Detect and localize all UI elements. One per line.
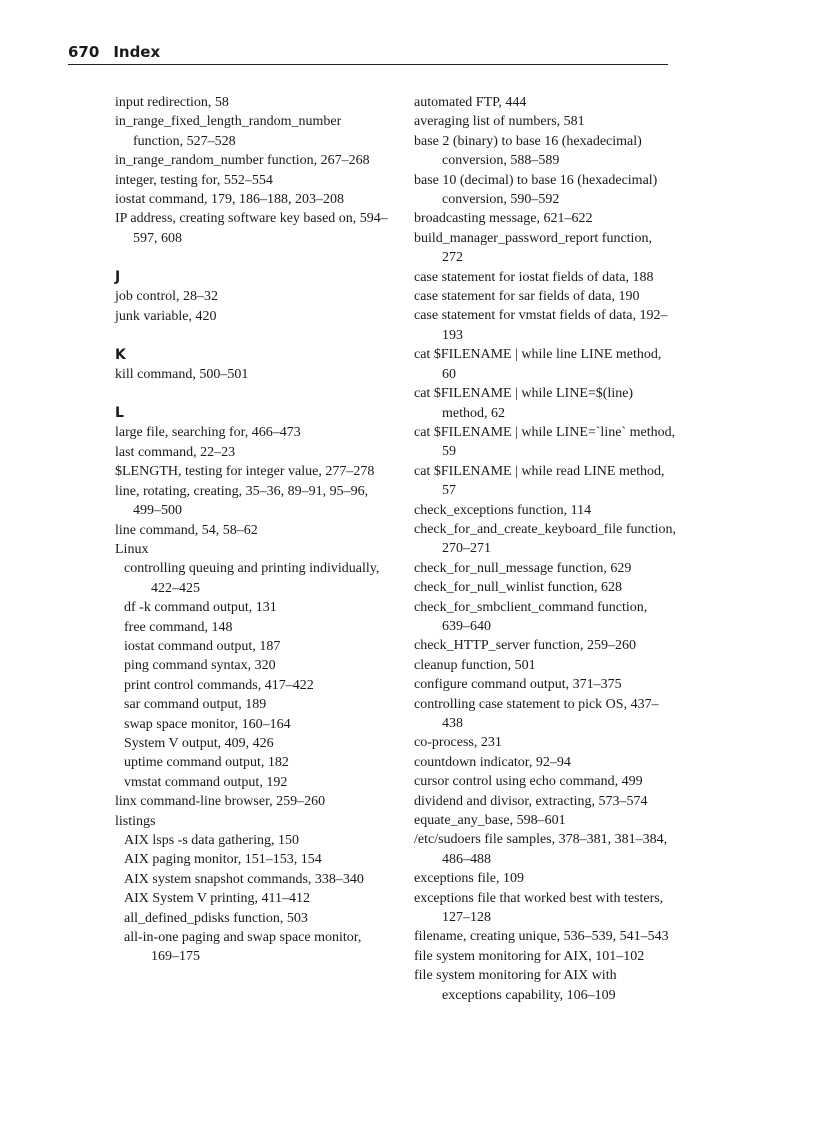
- index-subentry: file system monitoring for AIX with exceptions capability, 106–109: [414, 968, 617, 1003]
- page-header: [68, 40, 668, 65]
- index-subentry: print control commands, 417–422: [124, 677, 314, 693]
- index-subentry: countdown indicator, 92–94: [414, 754, 571, 770]
- index-subentry: ping command syntax, 320: [124, 658, 276, 674]
- index-entry: kill command, 500–501: [115, 367, 249, 383]
- index-column-right: [414, 93, 676, 1005]
- index-subentry: equate_any_base, 598–601: [414, 813, 566, 829]
- index-entry: in_range_fixed_length_random_number function, 527–528: [115, 114, 342, 149]
- index-subentry: exceptions file, 109: [414, 871, 525, 887]
- index-subentry: check_for_smbclient_command function, 639–640: [414, 599, 648, 634]
- index-entry: linx command-line browser, 259–260: [115, 794, 326, 810]
- index-entry: listings: [115, 813, 156, 829]
- index-entry: $LENGTH, testing for integer value, 277–278: [115, 464, 375, 480]
- index-subentry: df -k command output, 131: [124, 600, 277, 616]
- page-number: 670: [68, 43, 100, 61]
- index-subentry: controlling queuing and printing individually, 422–425: [124, 561, 380, 596]
- index-subentry: broadcasting message, 621–622: [414, 211, 593, 227]
- index-subentry: dividend and divisor, extracting, 573–574: [414, 793, 648, 809]
- index-subentry: case statement for iostat fields of data, 188: [414, 269, 654, 285]
- index-subentry: check_for_null_message function, 629: [414, 560, 632, 576]
- index-subentry: case statement for vmstat fields of data, 192–193: [414, 308, 668, 343]
- index-subentry: vmstat command output, 192: [124, 774, 288, 790]
- index-subentry: check_for_and_create_keyboard_file function, 270–271: [414, 521, 676, 557]
- index-subentry: System V output, 409, 426: [124, 735, 274, 751]
- index-subentry: AIX lsps -s data gathering, 150: [124, 833, 299, 848]
- index-subentry: build_manager_password_report function, 272: [414, 230, 652, 266]
- index-subentry: filename, creating unique, 536–539, 541–543: [414, 929, 669, 945]
- index-entry: job control, 28–32: [115, 289, 219, 305]
- index-entry: junk variable, 420: [115, 308, 217, 324]
- index-section-letter: L: [115, 405, 124, 422]
- index-subentry: cursor control using echo command, 499: [414, 774, 643, 790]
- index-subentry: iostat command output, 187: [124, 638, 281, 654]
- index-entry: large file, searching for, 466–473: [115, 425, 301, 441]
- index-subentry: exceptions file that worked best with testers, 127–128: [414, 890, 664, 926]
- index-subentry: cleanup function, 501: [414, 657, 536, 673]
- index-entry: Linux: [115, 541, 149, 557]
- index-entry: IP address, creating software key based on, 594–597, 608: [115, 211, 388, 246]
- index-subentry: base 10 (decimal) to base 16 (hexadecimal) conversion, 590–592: [414, 172, 658, 208]
- index-subentry: averaging list of numbers, 581: [414, 114, 585, 130]
- index-column-left: [115, 93, 390, 967]
- index-section-letter: J: [115, 269, 121, 286]
- index-subentry: controlling case statement to pick OS, 437–438: [414, 696, 659, 731]
- index-subentry: co-process, 231: [414, 735, 502, 751]
- index-subentry: cat $FILENAME | while LINE=$(line) method, 62: [414, 386, 634, 421]
- index-subentry: swap space monitor, 160–164: [124, 716, 291, 732]
- index-subentry: AIX System V printing, 411–412: [124, 891, 311, 907]
- index-entry: input redirection, 58: [115, 95, 229, 110]
- index-entry: integer, testing for, 552–554: [115, 172, 273, 188]
- index-subentry: file system monitoring for AIX, 101–102: [414, 948, 645, 964]
- index-subentry: configure command output, 371–375: [414, 677, 622, 693]
- index-entry: line command, 54, 58–62: [115, 522, 258, 538]
- index-subentry: cat $FILENAME | while LINE=`line` method, 59: [414, 424, 676, 460]
- index-subentry: /etc/sudoers file samples, 378–381, 381–384, 486–488: [414, 832, 668, 867]
- index-subentry: check_HTTP_server function, 259–260: [414, 638, 636, 654]
- index-subentry: AIX paging monitor, 151–153, 154: [124, 852, 322, 868]
- index-entry: last command, 22–23: [115, 444, 236, 460]
- index-subentry: cat $FILENAME | while line LINE method, 60: [414, 347, 662, 382]
- index-subentry: all-in-one paging and swap space monitor, 169–175: [124, 930, 362, 965]
- index-subentry: check_for_null_winlist function, 628: [414, 580, 623, 596]
- index-entry: line, rotating, creating, 35–36, 89–91, 95–96, 499–500: [115, 483, 369, 519]
- page-title: Index: [113, 43, 161, 61]
- index-subentry: AIX system snapshot commands, 338–340: [124, 871, 364, 887]
- index-subentry: uptime command output, 182: [124, 755, 289, 771]
- index-subentry: free command, 148: [124, 619, 233, 635]
- index-entry: iostat command, 179, 186–188, 203–208: [115, 192, 345, 208]
- index-subentry: sar command output, 189: [124, 697, 267, 713]
- index-subentry: base 2 (binary) to base 16 (hexadecimal) conversion, 588–589: [414, 133, 642, 169]
- index-subentry: case statement for sar fields of data, 190: [414, 289, 640, 305]
- index-subentry: all_defined_pdisks function, 503: [124, 910, 308, 926]
- index-subentry: check_exceptions function, 114: [414, 502, 592, 518]
- index-entry: in_range_random_number function, 267–268: [115, 153, 370, 169]
- index-subentry: cat $FILENAME | while read LINE method, 57: [414, 463, 665, 499]
- index-subentry: automated FTP, 444: [414, 95, 527, 110]
- index-section-letter: K: [115, 347, 126, 364]
